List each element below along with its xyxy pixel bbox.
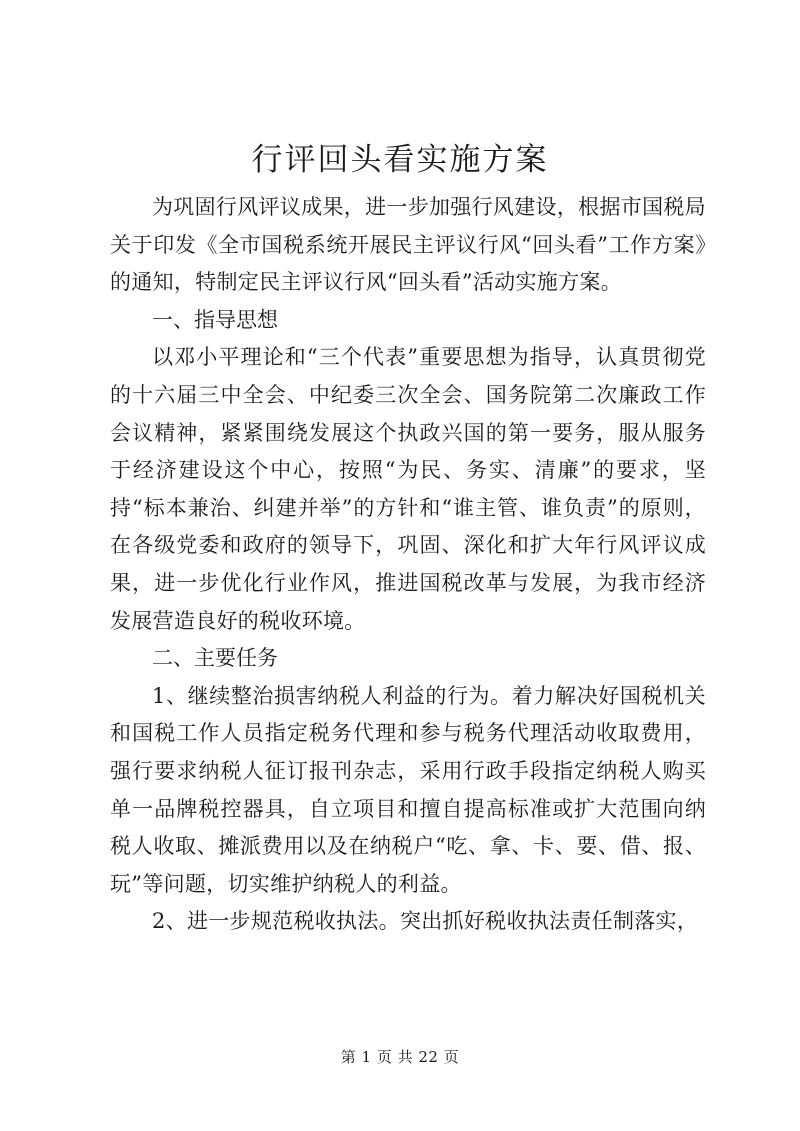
- task-2-paragraph: 2、进一步规范税收执法。突出抓好税收执法责任制落实，: [152, 909, 699, 934]
- document-body: [110, 189, 706, 941]
- page-number-footer: 第 1 页 共 22 页: [340, 1048, 460, 1066]
- intro-paragraph: 为巩固行风评议成果，进一步加强行风建设，根据市国税局关于印发《全市国税系统开展民主评议行风“回头看”工作方案》的通知，特制定民主评议行风“回头看”活动实施方案。: [110, 195, 706, 295]
- section-heading-main-tasks: 二、主要任务: [152, 646, 278, 671]
- guiding-ideology-paragraph: 以邓小平理论和“三个代表”重要思想为指导，认真贯彻党的十六届三中全会、中纪委三次全会、国务院第二次廉政工作会议精神，紧紧围绕发展这个执政兴国的第一要务，服从服务于经济建设这个中心，按照“为民、务实、清廉”的要求，坚持“标本兼治、纠建并举”的方针和“谁主管、谁负责”的原则，在各级党委和政府的领导下，巩固、深化和扩大年行风评议成果，进一步优化行业作风，推进国税改革与发展，为我市经济发展营造良好的税收环境。: [110, 345, 706, 633]
- section-heading-guiding-ideology: 一、指导思想: [152, 307, 278, 332]
- task-1-paragraph: 1、继续整治损害纳税人利益的行为。着力解决好国税机关和国税工作人员指定税务代理和参与税务代理活动收取费用，强行要求纳税人征订报刊杂志，采用行政手段指定纳税人购买单一品牌税控器具，自立项目和擅自提高标准或扩大范围向纳税人收取、摊派费用以及在纳税户“吃、拿、卡、要、借、报、玩”等问题，切实维护纳税人的利益。: [110, 683, 706, 896]
- document-title: 行评回头看实施方案: [251, 142, 549, 178]
